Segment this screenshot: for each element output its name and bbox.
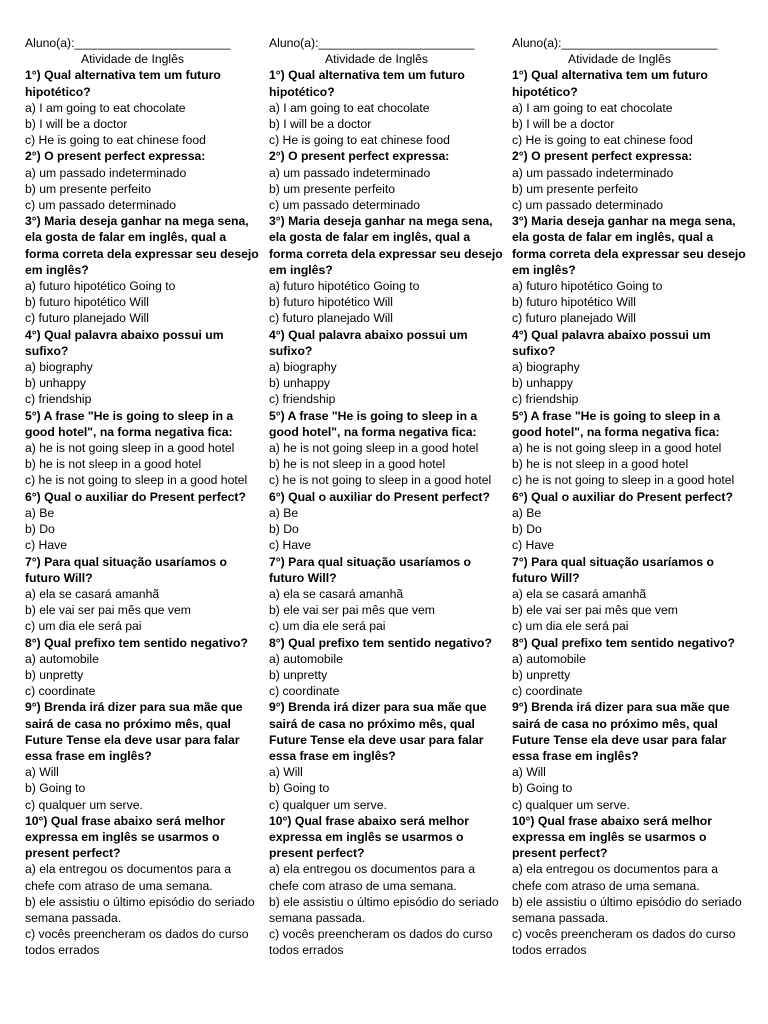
- question-block: [269, 813, 505, 959]
- question-block: [25, 327, 261, 408]
- question-text: 2°) O present perfect expressa:: [269, 149, 450, 164]
- answer-option: a) I am going to eat chocolate: [25, 100, 186, 115]
- answer-option: a) he is not going sleep in a good hotel: [512, 441, 722, 456]
- answer-option: b) um presente perfeito: [269, 181, 396, 196]
- question-block: [512, 213, 748, 326]
- question-text: 5°) A frase "He is going to sleep in a good hotel", na forma negativa fica:: [512, 408, 721, 439]
- question-text: 6°) Qual o auxiliar do Present perfect?: [25, 489, 246, 504]
- question-block: [269, 554, 505, 635]
- question-block: [512, 554, 748, 635]
- answer-option: a) ela entregou os documentos para a chefe com atraso de uma semana.: [269, 862, 475, 893]
- question-text: 9°) Brenda irá dizer para sua mãe que sairá de casa no próximo mês, qual Future Tense ela deve usar para falar essa frase em inglês?: [512, 700, 730, 763]
- worksheet-title: Atividade de Inglês: [568, 52, 671, 67]
- answer-option: b) he is not sleep in a good hotel: [269, 457, 446, 472]
- answer-option: a) Will: [512, 765, 546, 780]
- question-text: 1°) Qual alternativa tem um futuro hipotético?: [269, 68, 465, 99]
- answer-option: b) ele assistiu o último episódio do seriado semana passada.: [25, 894, 255, 925]
- answer-option: b) unhappy: [269, 376, 330, 391]
- answer-option: c) he is not going to sleep in a good hotel: [512, 473, 735, 488]
- answer-option: c) um passado determinado: [269, 198, 421, 213]
- answer-option: b) he is not sleep in a good hotel: [512, 457, 689, 472]
- answer-option: b) Going to: [269, 781, 330, 796]
- question-block: [269, 67, 505, 148]
- question-text: 7°) Para qual situação usaríamos o futuro Will?: [512, 554, 714, 585]
- question-text: 4°) Qual palavra abaixo possui um sufixo?: [269, 327, 468, 358]
- answer-option: c) um dia ele será pai: [269, 619, 386, 634]
- question-block: [25, 699, 261, 812]
- answer-option: a) ela se casará amanhã: [269, 586, 404, 601]
- answer-option: c) Have: [269, 538, 311, 553]
- answer-option: c) futuro planejado Will: [269, 311, 393, 326]
- answer-option: b) futuro hipotético Will: [269, 295, 393, 310]
- question-block: [269, 148, 505, 213]
- worksheet-copy-2: [269, 35, 505, 959]
- answer-option: a) he is not going sleep in a good hotel: [25, 441, 235, 456]
- answer-option: a) biography: [512, 360, 580, 375]
- answer-option: c) vocês preencheram os dados do curso todos errados: [512, 927, 736, 958]
- answer-option: a) automobile: [269, 651, 343, 666]
- answer-option: c) um passado determinado: [512, 198, 664, 213]
- answer-option: c) vocês preencheram os dados do curso todos errados: [25, 927, 249, 958]
- question-block: [269, 699, 505, 812]
- answer-option: c) coordinate: [512, 684, 583, 699]
- answer-option: a) Will: [25, 765, 59, 780]
- answer-option: a) um passado indeterminado: [269, 165, 431, 180]
- answer-option: c) he is not going to sleep in a good hotel: [25, 473, 248, 488]
- answer-option: a) um passado indeterminado: [512, 165, 674, 180]
- answer-option: a) Be: [512, 505, 542, 520]
- answer-option: c) He is going to eat chinese food: [269, 133, 450, 148]
- question-block: [269, 213, 505, 326]
- answer-option: a) Be: [269, 505, 299, 520]
- answer-option: c) He is going to eat chinese food: [512, 133, 693, 148]
- question-text: 1°) Qual alternativa tem um futuro hipotético?: [25, 68, 221, 99]
- answer-option: c) um dia ele será pai: [512, 619, 629, 634]
- question-block: [512, 148, 748, 213]
- question-text: 6°) Qual o auxiliar do Present perfect?: [269, 489, 490, 504]
- question-text: 7°) Para qual situação usaríamos o futuro Will?: [25, 554, 227, 585]
- question-block: [25, 489, 261, 554]
- question-text: 8°) Qual prefixo tem sentido negativo?: [512, 635, 735, 650]
- answer-option: c) futuro planejado Will: [512, 311, 636, 326]
- question-text: 10°) Qual frase abaixo será melhor expressa em inglês se usarmos o present perfect?: [269, 813, 469, 861]
- question-block: [512, 699, 748, 812]
- answer-option: b) Do: [25, 522, 55, 537]
- answer-option: a) biography: [25, 360, 93, 375]
- question-text: 3°) Maria deseja ganhar na mega sena, ela gosta de falar em inglês, qual a forma correta dela expressar seu desejo em inglês?: [269, 214, 503, 277]
- question-text: 8°) Qual prefixo tem sentido negativo?: [25, 635, 248, 650]
- answer-option: b) Going to: [25, 781, 86, 796]
- answer-option: a) I am going to eat chocolate: [512, 100, 673, 115]
- question-text: 7°) Para qual situação usaríamos o futuro Will?: [269, 554, 471, 585]
- question-text: 4°) Qual palavra abaixo possui um sufixo?: [512, 327, 711, 358]
- answer-option: b) I will be a doctor: [25, 117, 128, 132]
- question-text: 1°) Qual alternativa tem um futuro hipotético?: [512, 68, 708, 99]
- question-text: 8°) Qual prefixo tem sentido negativo?: [269, 635, 492, 650]
- answer-option: c) coordinate: [25, 684, 96, 699]
- answer-option: c) he is not going to sleep in a good hotel: [269, 473, 492, 488]
- answer-option: b) ele assistiu o último episódio do seriado semana passada.: [512, 894, 742, 925]
- answer-option: a) futuro hipotético Going to: [25, 279, 176, 294]
- answer-option: a) automobile: [512, 651, 586, 666]
- question-block: [512, 489, 748, 554]
- question-text: 9°) Brenda irá dizer para sua mãe que sairá de casa no próximo mês, qual Future Tense ela deve usar para falar essa frase em inglês?: [269, 700, 487, 763]
- question-block: [512, 813, 748, 959]
- question-text: 2°) O present perfect expressa:: [512, 149, 693, 164]
- worksheet-copy-1: [25, 35, 261, 959]
- question-block: [269, 635, 505, 700]
- question-block: [25, 813, 261, 959]
- question-text: 6°) Qual o auxiliar do Present perfect?: [512, 489, 733, 504]
- answer-option: b) ele vai ser pai mês que vem: [512, 603, 678, 618]
- student-name-field: Aluno(a):_______________________: [25, 36, 231, 50]
- answer-option: c) qualquer um serve.: [269, 797, 387, 812]
- answer-option: b) um presente perfeito: [25, 181, 152, 196]
- question-text: 10°) Qual frase abaixo será melhor expressa em inglês se usarmos o present perfect?: [512, 813, 712, 861]
- answer-option: b) ele vai ser pai mês que vem: [25, 603, 191, 618]
- answer-option: b) futuro hipotético Will: [512, 295, 636, 310]
- question-text: 5°) A frase "He is going to sleep in a good hotel", na forma negativa fica:: [269, 408, 478, 439]
- answer-option: a) ela entregou os documentos para a chefe com atraso de uma semana.: [512, 862, 718, 893]
- answer-option: b) I will be a doctor: [269, 117, 372, 132]
- answer-option: a) he is not going sleep in a good hotel: [269, 441, 479, 456]
- answer-option: b) unpretty: [269, 667, 328, 682]
- question-block: [25, 554, 261, 635]
- answer-option: b) um presente perfeito: [512, 181, 639, 196]
- answer-option: b) ele vai ser pai mês que vem: [269, 603, 435, 618]
- question-text: 3°) Maria deseja ganhar na mega sena, ela gosta de falar em inglês, qual a forma correta dela expressar seu desejo em inglês?: [512, 214, 746, 277]
- question-text: 10°) Qual frase abaixo será melhor expressa em inglês se usarmos o present perfect?: [25, 813, 225, 861]
- answer-option: c) friendship: [512, 392, 579, 407]
- question-text: 9°) Brenda irá dizer para sua mãe que sairá de casa no próximo mês, qual Future Tense ela deve usar para falar essa frase em inglês?: [25, 700, 243, 763]
- question-block: [25, 67, 261, 148]
- answer-option: a) I am going to eat chocolate: [269, 100, 430, 115]
- question-block: [25, 213, 261, 326]
- answer-option: c) Have: [25, 538, 67, 553]
- answer-option: c) um passado determinado: [25, 198, 177, 213]
- question-block: [25, 148, 261, 213]
- question-block: [512, 327, 748, 408]
- question-block: [269, 489, 505, 554]
- answer-option: c) qualquer um serve.: [25, 797, 143, 812]
- answer-option: b) unpretty: [25, 667, 84, 682]
- answer-option: c) friendship: [269, 392, 336, 407]
- answer-option: b) ele assistiu o último episódio do seriado semana passada.: [269, 894, 499, 925]
- question-block: [512, 635, 748, 700]
- question-text: 4°) Qual palavra abaixo possui um sufixo?: [25, 327, 224, 358]
- answer-option: a) futuro hipotético Going to: [512, 279, 663, 294]
- question-block: [25, 408, 261, 489]
- answer-option: b) he is not sleep in a good hotel: [25, 457, 202, 472]
- answer-option: b) futuro hipotético Will: [25, 295, 149, 310]
- question-block: [25, 635, 261, 700]
- answer-option: b) Going to: [512, 781, 573, 796]
- answer-option: a) biography: [269, 360, 337, 375]
- worksheet-title: Atividade de Inglês: [81, 52, 184, 67]
- answer-option: b) I will be a doctor: [512, 117, 615, 132]
- answer-option: b) Do: [269, 522, 299, 537]
- answer-option: a) Will: [269, 765, 303, 780]
- answer-option: b) unhappy: [25, 376, 86, 391]
- question-block: [269, 327, 505, 408]
- answer-option: a) ela se casará amanhã: [25, 586, 160, 601]
- answer-option: a) Be: [25, 505, 55, 520]
- answer-option: c) friendship: [25, 392, 92, 407]
- worksheet-copy-3: [512, 35, 748, 959]
- answer-option: a) um passado indeterminado: [25, 165, 187, 180]
- question-text: 3°) Maria deseja ganhar na mega sena, ela gosta de falar em inglês, qual a forma correta dela expressar seu desejo em inglês?: [25, 214, 259, 277]
- student-name-field: Aluno(a):_______________________: [269, 36, 475, 50]
- answer-option: b) Do: [512, 522, 542, 537]
- question-text: 5°) A frase "He is going to sleep in a good hotel", na forma negativa fica:: [25, 408, 234, 439]
- answer-option: b) unpretty: [512, 667, 571, 682]
- answer-option: b) unhappy: [512, 376, 573, 391]
- answer-option: c) He is going to eat chinese food: [25, 133, 206, 148]
- answer-option: c) vocês preencheram os dados do curso todos errados: [269, 927, 493, 958]
- student-name-field: Aluno(a):_______________________: [512, 36, 718, 50]
- question-block: [512, 67, 748, 148]
- answer-option: c) qualquer um serve.: [512, 797, 630, 812]
- worksheet-title: Atividade de Inglês: [325, 52, 428, 67]
- answer-option: c) Have: [512, 538, 554, 553]
- answer-option: c) um dia ele será pai: [25, 619, 142, 634]
- answer-option: a) ela entregou os documentos para a chefe com atraso de uma semana.: [25, 862, 231, 893]
- question-block: [269, 408, 505, 489]
- answer-option: a) futuro hipotético Going to: [269, 279, 420, 294]
- answer-option: c) futuro planejado Will: [25, 311, 149, 326]
- question-block: [512, 408, 748, 489]
- answer-option: a) ela se casará amanhã: [512, 586, 647, 601]
- answer-option: a) automobile: [25, 651, 99, 666]
- question-text: 2°) O present perfect expressa:: [25, 149, 206, 164]
- answer-option: c) coordinate: [269, 684, 340, 699]
